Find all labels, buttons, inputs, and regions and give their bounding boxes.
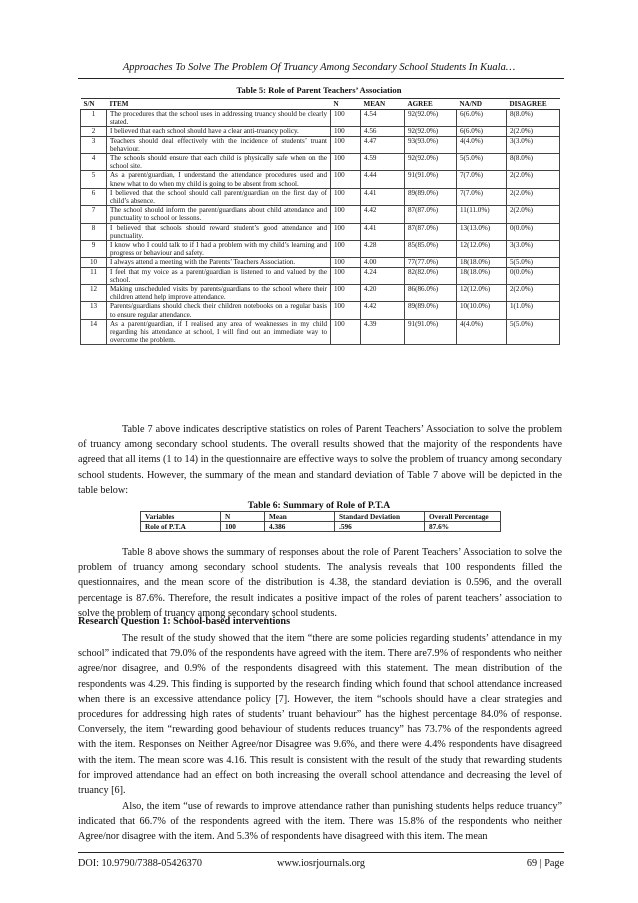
table5-cell: 2(2.0%) <box>507 127 560 136</box>
table5-cell: 4.42 <box>361 302 405 319</box>
table5-cell: 86(86.0%) <box>405 285 457 302</box>
table5-row <box>81 223 560 240</box>
table5-row <box>81 154 560 171</box>
table5-cell: 10(10.0%) <box>457 302 507 319</box>
table5-cell: 4(4.0%) <box>457 319 507 345</box>
table5-cell: 4 <box>81 154 107 171</box>
table5-cell: 8 <box>81 223 107 240</box>
table5-item-cell: Making unscheduled visits by parents/guardians to the school where their children attend help improve attendance. <box>107 285 331 302</box>
table5-item-cell: Parents/guardians should check their children notebooks on a regular basis to ensure regular attendance. <box>107 302 331 319</box>
table5-cell: 2 <box>81 127 107 136</box>
table6-title: Table 6: Summary of Role of P.T.A <box>247 500 391 511</box>
table5-header-cell: N <box>331 99 361 110</box>
table5-item-cell: I believed that the school should call parent/guardian on the first day of child’s absence. <box>107 188 331 205</box>
table5-item-cell: Teachers should deal effectively with the incidence of students’ truant behaviour. <box>107 136 331 153</box>
table6-row <box>141 522 501 532</box>
table6-cell: .596 <box>335 522 425 532</box>
table5-cell: 7(7.0%) <box>457 171 507 188</box>
table5-cell: 7(7.0%) <box>457 188 507 205</box>
header-rule <box>78 78 564 79</box>
table6-cell: 87.6% <box>425 522 501 532</box>
table5-cell: 100 <box>331 171 361 188</box>
table6-header-row <box>141 512 501 522</box>
table5-item-cell: The schools should ensure that each child is physically safe when on the school site. <box>107 154 331 171</box>
table6-header-cell: Variables <box>141 512 221 522</box>
table5-cell: 12(12.0%) <box>457 285 507 302</box>
paragraph-school-interventions: The result of the study showed that the item “there are some policies regarding students’ attendance in my school” indicated that 79.0% of the respondents have agreed with the item. There are7.9% of respondents who neither agree/nor disagree, and 0.9% of the respondents disagreed with this statement. The mean distribution of the respondents was 4.29. This finding is supported by the research finding which found that school attendance increased when there is an excessive attendance policy [7]. However, the item “schools should have a clear strategies and procedures for addressing high rates of students’ truant behaviour” has the highest percentage 84.0% of response. Conversely, the item “rewarding good behaviour of students reduces truancy” has 73.7% of the respondents agreed with the item. Responses on Neither Agree/nor Disagree was 9.6%, and there were 4.4% respondents have disagreed with the item. The mean score was 4.16. This result is consistent with the result of the study that rewarding students for improved attendance had an effect on both increasing the overall school attendance and decreasing the level of truancy [6]. <box>78 633 562 797</box>
table5-header-cell: NA/ND <box>457 99 507 110</box>
table5-item-cell: I believed that each school should have a clear anti-truancy policy. <box>107 127 331 136</box>
table5-cell: 6(6.0%) <box>457 110 507 127</box>
table5-cell: 100 <box>331 136 361 153</box>
table5-cell: 4.44 <box>361 171 405 188</box>
table5-cell: 8(8.0%) <box>507 110 560 127</box>
table6-header-cell: Standard Deviation <box>335 512 425 522</box>
table5-cell: 2(2.0%) <box>507 171 560 188</box>
table6-header-cell: Mean <box>265 512 335 522</box>
footer-website: www.iosrjournals.org <box>276 858 365 869</box>
table5-cell: 4.47 <box>361 136 405 153</box>
table5-cell: 13 <box>81 302 107 319</box>
table5-item-cell: As a parent/guardian, I understand the attendance procedures used and knew what to do when my child is going to be absent from school. <box>107 171 331 188</box>
table5-cell: 4(4.0%) <box>457 136 507 153</box>
page-footer <box>78 858 564 872</box>
table5-cell: 9 <box>81 241 107 258</box>
table5-cell: 4.42 <box>361 206 405 223</box>
table5-item-cell: The procedures that the school uses in addressing truancy should be clearly stated. <box>107 110 331 127</box>
table5-cell: 2(2.0%) <box>507 285 560 302</box>
table5-cell: 100 <box>331 223 361 240</box>
table5-cell: 100 <box>331 302 361 319</box>
table5-cell: 2(2.0%) <box>507 188 560 205</box>
table5-item-cell: As a parent/guardian, if I realised any area of weaknesses in my child regarding his attendance at school, I will find out an immediate way to overcome the problem. <box>107 319 331 345</box>
table5-cell: 18(18.0%) <box>457 258 507 267</box>
table5-cell: 1 <box>81 110 107 127</box>
table5-row <box>81 206 560 223</box>
table5-row <box>81 258 560 267</box>
table5-cell: 100 <box>331 285 361 302</box>
table5-cell: 14 <box>81 319 107 345</box>
table5-cell: 100 <box>331 267 361 284</box>
table5-cell: 4.24 <box>361 267 405 284</box>
table5-cell: 89(89.0%) <box>405 188 457 205</box>
table5-item-cell: I feel that my voice as a parent/guardian is listened to and valued by the school. <box>107 267 331 284</box>
footer-page-number: 69 | Page <box>526 858 564 869</box>
table5-cell: 3(3.0%) <box>507 241 560 258</box>
table5-row <box>81 241 560 258</box>
table5-cell: 100 <box>331 258 361 267</box>
table5-cell: 5 <box>81 171 107 188</box>
table5-cell: 10 <box>81 258 107 267</box>
paragraph-table7-discussion: Table 7 above indicates descriptive statistics on roles of Parent Teachers’ Association to solve the problem of truancy among secondary school students. The overall results showed that the majority of the respondents have agreed that all items (1 to 14) in the questionnaire are effective ways to solve the problem of truancy among secondary school students. However, the summary of the mean and standard deviation of Table 7 above will be depicted in the table below: <box>78 424 562 496</box>
table5-row <box>81 127 560 136</box>
table5-cell: 4.00 <box>361 258 405 267</box>
table5-row <box>81 267 560 284</box>
table5-header-cell: MEAN <box>361 99 405 110</box>
table5-cell: 5(5.0%) <box>457 154 507 171</box>
research-question-heading: Research Question 1: School-based interventions <box>78 616 291 627</box>
table5-cell: 13(13.0%) <box>457 223 507 240</box>
table5-cell: 7 <box>81 206 107 223</box>
table5-cell: 100 <box>331 127 361 136</box>
table5-cell: 100 <box>331 154 361 171</box>
table5-cell: 5(5.0%) <box>507 258 560 267</box>
table5-cell: 92(92.0%) <box>405 110 457 127</box>
table5-cell: 12(12.0%) <box>457 241 507 258</box>
table5-item-cell: The school should inform the parent/guardians about child attendance and punctuality to school or lessons. <box>107 206 331 223</box>
table5-row <box>81 285 560 302</box>
table6 <box>140 511 501 532</box>
paragraph-rewards: Also, the item “use of rewards to improve attendance rather than punishing students helps reduce truancy” indicated that 66.7% of the respondents agreed with the item. There was 15.8% of the respondents who neither Agree/nor disagree with the item. And 5.3% of respondents have disagreed with this item. The mean <box>78 801 562 843</box>
table5-header-row <box>81 99 560 110</box>
table6-cell: Role of P.T.A <box>141 522 221 532</box>
table5-cell: 11(11.0%) <box>457 206 507 223</box>
footer-doi: DOI: 10.9790/7388-05426370 <box>78 858 202 869</box>
table5-cell: 12 <box>81 285 107 302</box>
table5-cell: 100 <box>331 110 361 127</box>
running-header: Approaches To Solve The Problem Of Truancy Among Secondary School Students In Kuala… <box>122 62 516 73</box>
table5-cell: 18(18.0%) <box>457 267 507 284</box>
table5-cell: 0(0.0%) <box>507 223 560 240</box>
table5-cell: 4.20 <box>361 285 405 302</box>
table6-cell: 100 <box>221 522 265 532</box>
table5-cell: 93(93.0%) <box>405 136 457 153</box>
table5-cell: 3 <box>81 136 107 153</box>
table5-cell: 4.59 <box>361 154 405 171</box>
table5-cell: 6 <box>81 188 107 205</box>
table5-header-cell: AGREE <box>405 99 457 110</box>
table5-cell: 4.41 <box>361 188 405 205</box>
table5-row <box>81 188 560 205</box>
table5-cell: 4.56 <box>361 127 405 136</box>
table6-header-cell: N <box>221 512 265 522</box>
table5-cell: 100 <box>331 206 361 223</box>
table5-cell: 87(87.0%) <box>405 206 457 223</box>
table5-cell: 4.41 <box>361 223 405 240</box>
table5-cell: 100 <box>331 188 361 205</box>
table5-cell: 77(77.0%) <box>405 258 457 267</box>
table5-cell: 2(2.0%) <box>507 206 560 223</box>
table5-title: Table 5: Role of Parent Teachers’ Association <box>236 85 402 95</box>
table5-row <box>81 171 560 188</box>
table5-cell: 0(0.0%) <box>507 267 560 284</box>
table5-cell: 11 <box>81 267 107 284</box>
table5-cell: 4.54 <box>361 110 405 127</box>
table5-cell: 1(1.0%) <box>507 302 560 319</box>
table5-cell: 4.28 <box>361 241 405 258</box>
table5-row <box>81 110 560 127</box>
table5-item-cell: I know who I could talk to if I had a problem with my child’s learning and progress or behaviour and safety. <box>107 241 331 258</box>
table5-cell: 4.39 <box>361 319 405 345</box>
table5-cell: 6(6.0%) <box>457 127 507 136</box>
table5 <box>80 98 560 345</box>
table5-cell: 100 <box>331 241 361 258</box>
table6-cell: 4.386 <box>265 522 335 532</box>
table5-header-cell: DISAGREE <box>507 99 560 110</box>
paragraph-table8-discussion: Table 8 above shows the summary of responses about the role of Parent Teachers’ Association to solve the problem of truancy among secondary school students. The analysis reveals that 100 respondents filled the questionnaires, and the mean score of the distribution is 4.38, the standard deviation is 0.596, and the overall percentage is 87.6%. Therefore, the result indicates a positive impact of the roles of parent teachers’ association to solve the problem of truancy among secondary school students. <box>78 547 562 619</box>
table5-item-cell: I believed that schools should reward student’s good attendance and punctuality. <box>107 223 331 240</box>
table5-header-cell: ITEM <box>107 99 331 110</box>
table5-cell: 3(3.0%) <box>507 136 560 153</box>
table5-cell: 91(91.0%) <box>405 319 457 345</box>
table5-cell: 5(5.0%) <box>507 319 560 345</box>
footer-rule <box>78 852 564 853</box>
table5-cell: 8(8.0%) <box>507 154 560 171</box>
table5-cell: 100 <box>331 319 361 345</box>
table5-header-cell: S/N <box>81 99 107 110</box>
table5-item-cell: I always attend a meeting with the Parents’ Teachers Association. <box>107 258 331 267</box>
table5-cell: 91(91.0%) <box>405 171 457 188</box>
table5-row <box>81 136 560 153</box>
table6-header-cell: Overall Percentage <box>425 512 501 522</box>
table5-row <box>81 319 560 345</box>
table5-cell: 82(82.0%) <box>405 267 457 284</box>
table5-cell: 87(87.0%) <box>405 223 457 240</box>
table5-cell: 89(89.0%) <box>405 302 457 319</box>
table5-cell: 92(92.0%) <box>405 154 457 171</box>
table5-row <box>81 302 560 319</box>
table5-cell: 92(92.0%) <box>405 127 457 136</box>
table5-cell: 85(85.0%) <box>405 241 457 258</box>
